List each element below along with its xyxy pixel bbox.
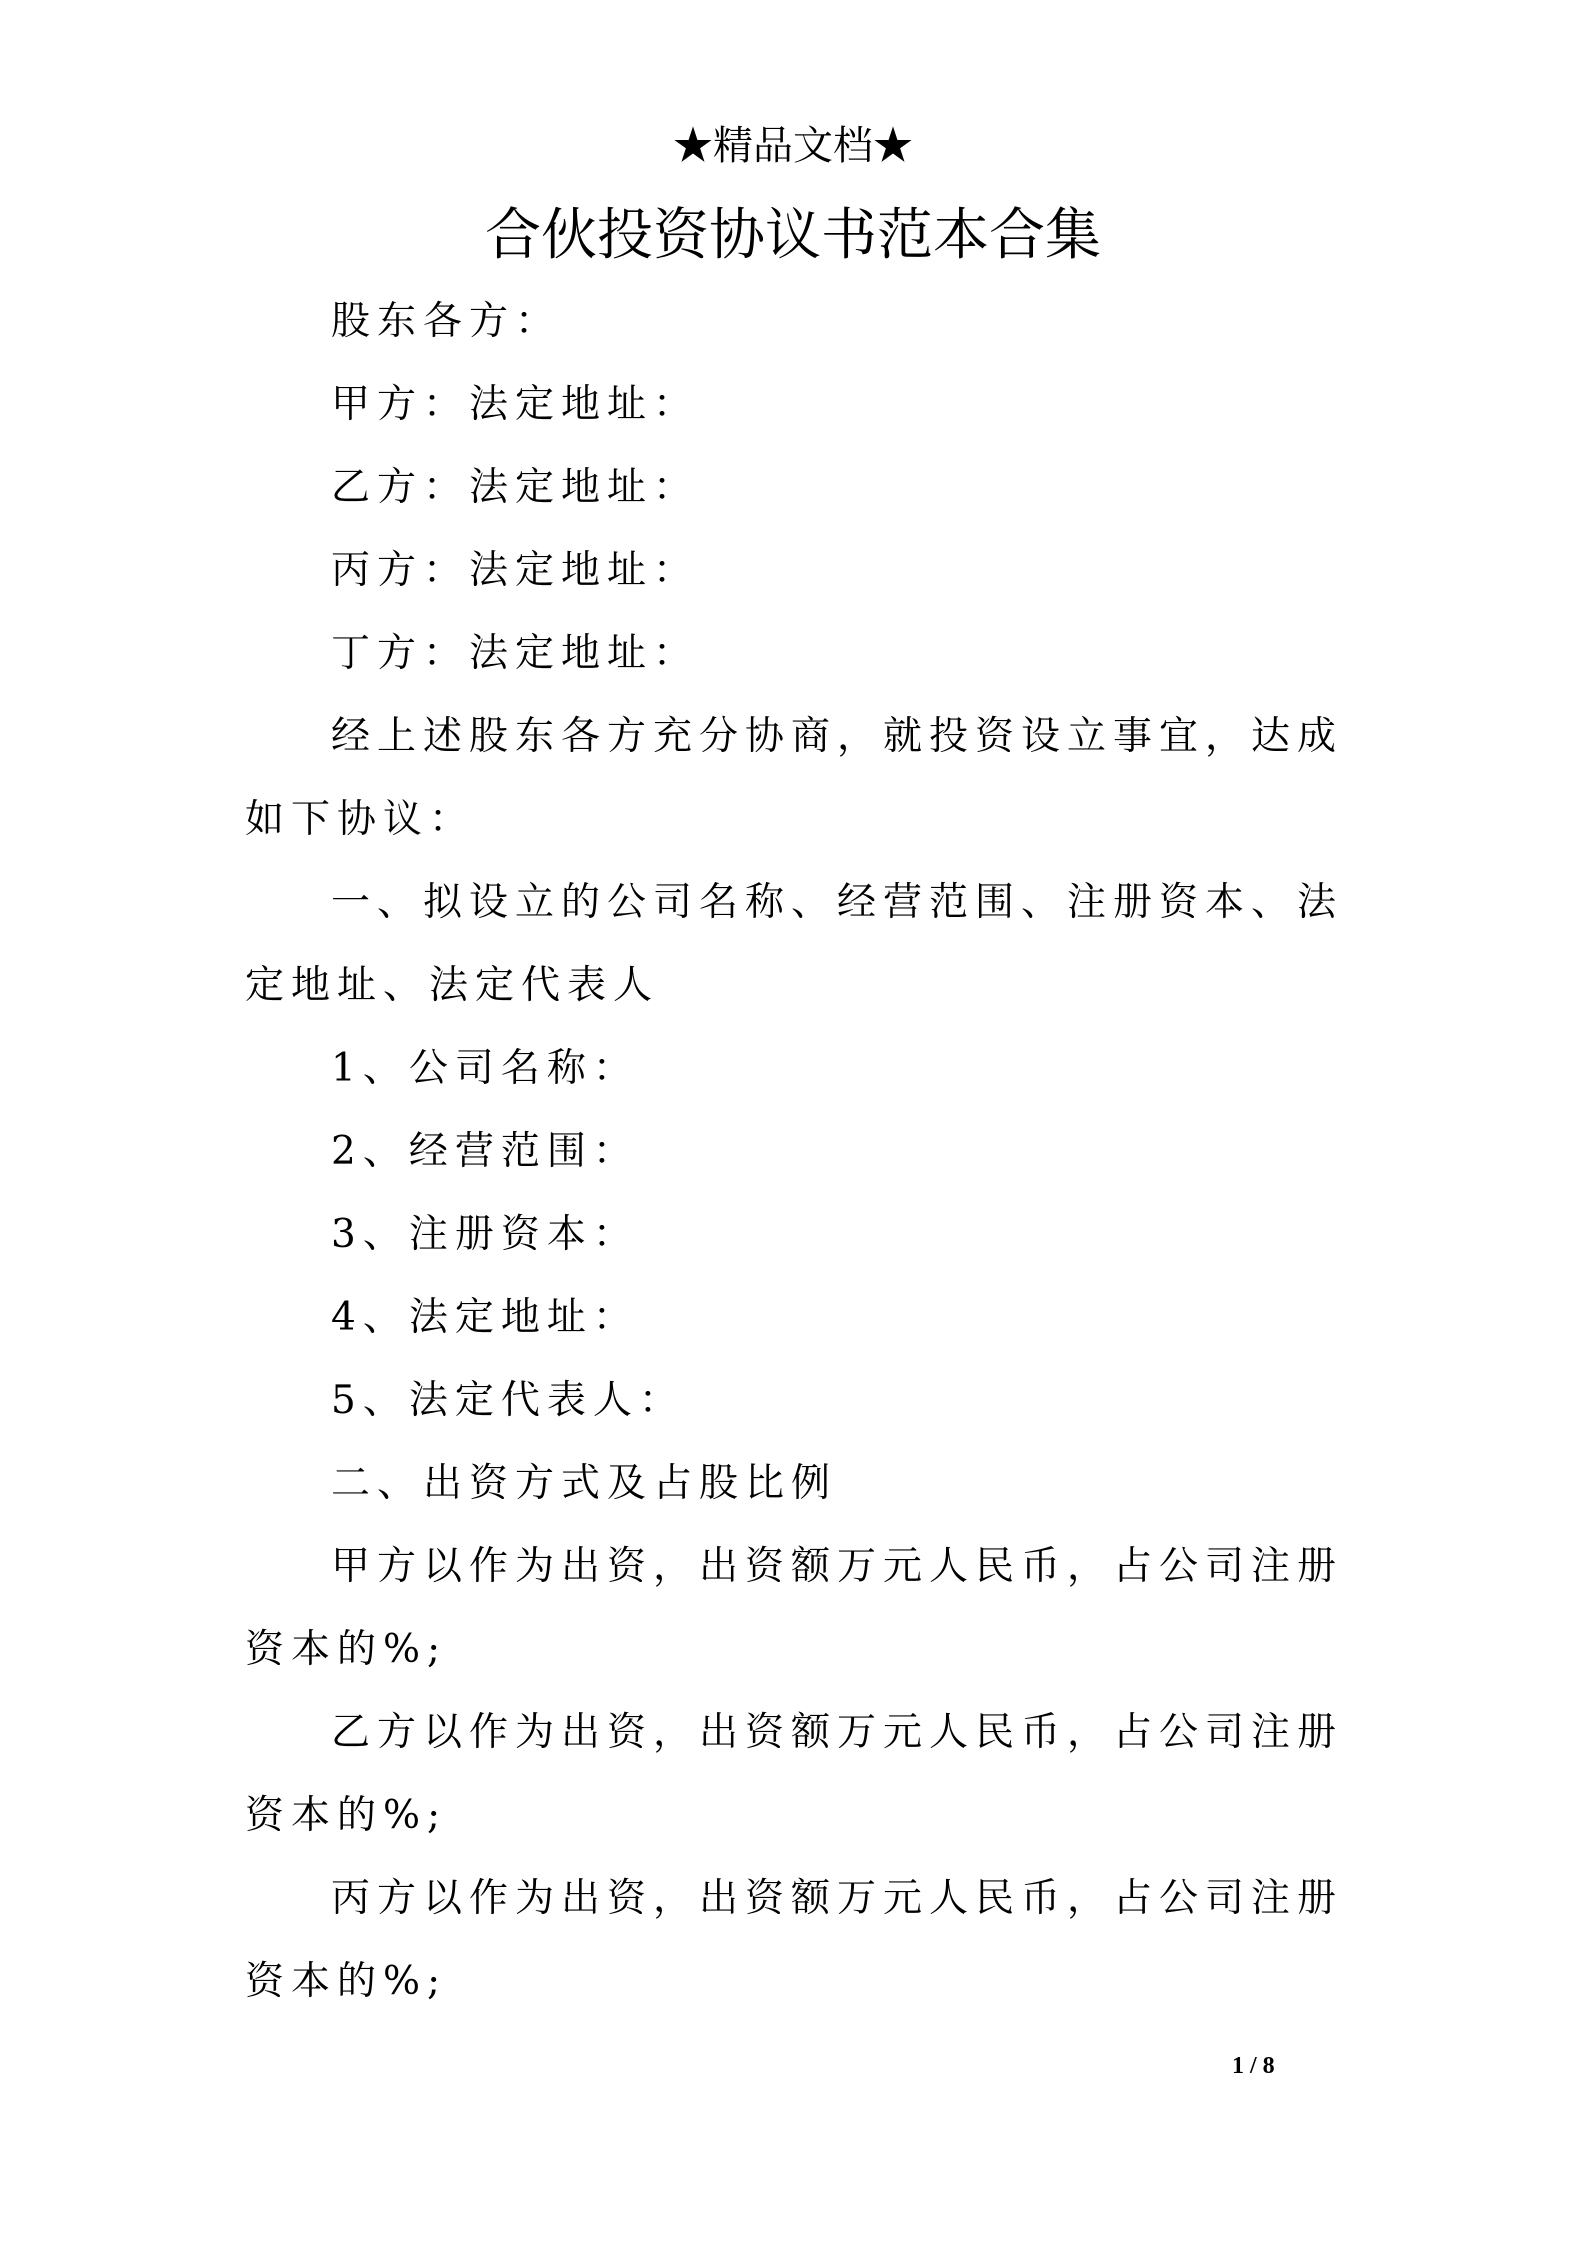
paragraph: 经上述股东各方充分协商，就投资设立事宜，达成如下协议：	[245, 714, 1344, 842]
page-title: 合伙投资协议书范本合集	[485, 203, 1101, 268]
page-header: ★精品文档★	[673, 123, 913, 169]
paragraph: 甲方：法定地址：	[331, 382, 700, 427]
paragraph: 股东各方：	[331, 299, 562, 344]
paragraph: 2、经营范围：	[331, 1129, 639, 1174]
paragraph: 乙方以作为出资，出资额万元人民币，占公司注册资本的%;	[245, 1710, 1344, 1838]
page-number: 1 / 8	[1232, 2053, 1275, 2079]
paragraph: 丁方：法定地址：	[331, 631, 700, 676]
paragraph: 二、出资方式及占股比例	[331, 1461, 838, 1506]
paragraph: 一、拟设立的公司名称、经营范围、注册资本、法定地址、法定代表人	[245, 880, 1344, 1008]
paragraph: 1、公司名称：	[331, 1046, 639, 1091]
paragraph: 4、法定地址：	[331, 1295, 639, 1340]
paragraph: 3、注册资本：	[331, 1212, 639, 1257]
paragraph: 丙方：法定地址：	[331, 548, 700, 593]
paragraph: 乙方：法定地址：	[331, 465, 700, 510]
paragraph: 丙方以作为出资，出资额万元人民币，占公司注册资本的%;	[245, 1876, 1344, 2004]
paragraph: 5、法定代表人：	[331, 1378, 685, 1423]
document-body	[245, 280, 1355, 2023]
paragraph: 甲方以作为出资，出资额万元人民币，占公司注册资本的%;	[245, 1544, 1344, 1672]
